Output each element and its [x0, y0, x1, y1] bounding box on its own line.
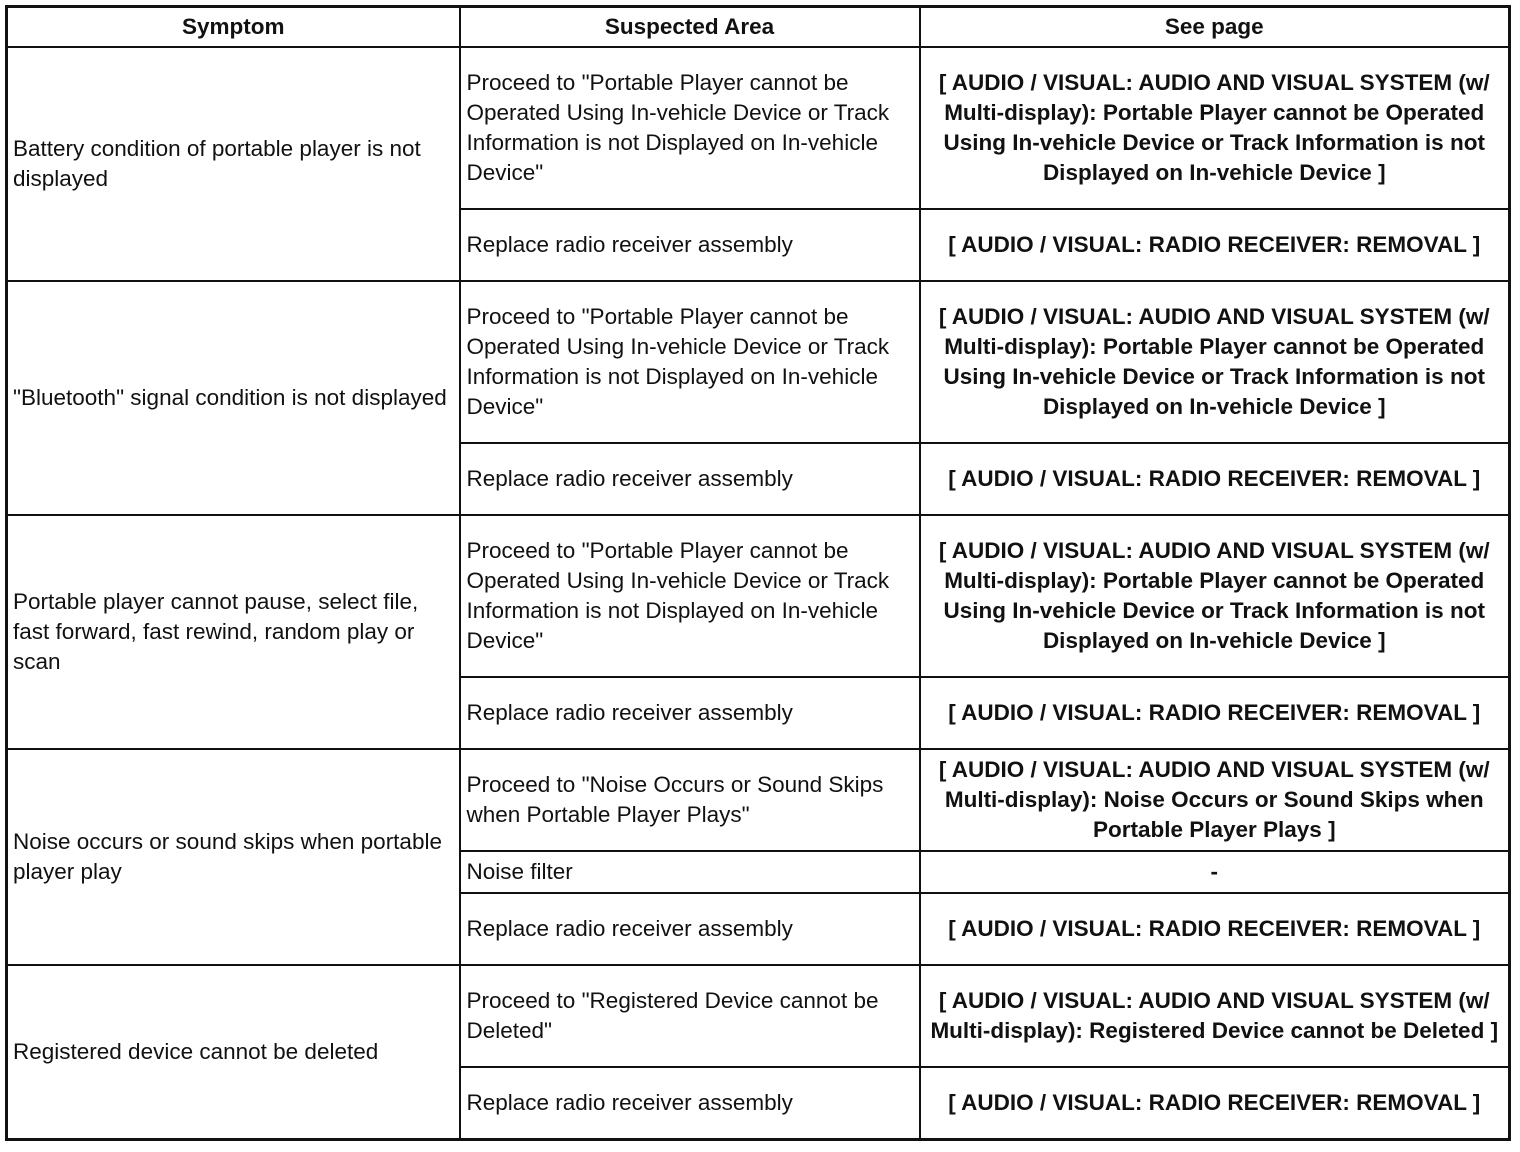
symptom-cell: Registered device cannot be deleted: [7, 965, 460, 1140]
see-page-link[interactable]: [ AUDIO / VISUAL: RADIO RECEIVER: REMOVAL ]: [920, 1067, 1510, 1140]
see-page-link[interactable]: [ AUDIO / VISUAL: AUDIO AND VISUAL SYSTEM (w/ Multi-display): Registered Device cannot be Deleted ]: [920, 965, 1510, 1067]
table-row: [7, 515, 1510, 677]
suspected-area-cell: Proceed to "Registered Device cannot be Deleted": [460, 965, 920, 1067]
see-page-link[interactable]: [ AUDIO / VISUAL: RADIO RECEIVER: REMOVAL ]: [920, 209, 1510, 281]
suspected-area-cell: Proceed to "Portable Player cannot be Operated Using In-vehicle Device or Track Information is not Displayed on In-vehicle Device": [460, 515, 920, 677]
header-see-page: See page: [920, 7, 1510, 48]
see-page-link[interactable]: [ AUDIO / VISUAL: RADIO RECEIVER: REMOVAL ]: [920, 443, 1510, 515]
table-row: [7, 47, 1510, 209]
see-page-link[interactable]: [ AUDIO / VISUAL: AUDIO AND VISUAL SYSTEM (w/ Multi-display): Portable Player cannot be Operated Using In-vehicle Device or Track Information is not Displayed on In-vehicle Device ]: [920, 515, 1510, 677]
see-page-link[interactable]: [ AUDIO / VISUAL: AUDIO AND VISUAL SYSTEM (w/ Multi-display): Portable Player cannot be Operated Using In-vehicle Device or Track Information is not Displayed on In-vehicle Device ]: [920, 47, 1510, 209]
suspected-area-cell: Replace radio receiver assembly: [460, 1067, 920, 1140]
table-row: [7, 965, 1510, 1067]
header-symptom: Symptom: [7, 7, 460, 48]
symptom-cell: Battery condition of portable player is not displayed: [7, 47, 460, 281]
header-suspected-area: Suspected Area: [460, 7, 920, 48]
suspected-area-cell: Replace radio receiver assembly: [460, 893, 920, 965]
see-page-link[interactable]: [ AUDIO / VISUAL: AUDIO AND VISUAL SYSTEM (w/ Multi-display): Portable Player cannot be Operated Using In-vehicle Device or Track Information is not Displayed on In-vehicle Device ]: [920, 281, 1510, 443]
table-row: [7, 281, 1510, 443]
see-page-link[interactable]: [ AUDIO / VISUAL: RADIO RECEIVER: REMOVAL ]: [920, 893, 1510, 965]
see-page-link[interactable]: [ AUDIO / VISUAL: RADIO RECEIVER: REMOVAL ]: [920, 677, 1510, 749]
symptom-cell: "Bluetooth" signal condition is not displayed: [7, 281, 460, 515]
suspected-area-cell: Proceed to "Portable Player cannot be Operated Using In-vehicle Device or Track Information is not Displayed on In-vehicle Device": [460, 47, 920, 209]
suspected-area-cell: Proceed to "Portable Player cannot be Operated Using In-vehicle Device or Track Information is not Displayed on In-vehicle Device": [460, 281, 920, 443]
table-row: [7, 749, 1510, 851]
suspected-area-cell: Replace radio receiver assembly: [460, 209, 920, 281]
suspected-area-cell: Noise filter: [460, 851, 920, 893]
suspected-area-cell: Proceed to "Noise Occurs or Sound Skips when Portable Player Plays": [460, 749, 920, 851]
suspected-area-cell: Replace radio receiver assembly: [460, 677, 920, 749]
see-page-cell: -: [920, 851, 1510, 893]
header-row: [7, 7, 1510, 48]
symptom-cell: Portable player cannot pause, select file, fast forward, fast rewind, random play or scan: [7, 515, 460, 749]
troubleshooting-table: [5, 5, 1511, 1141]
symptom-cell: Noise occurs or sound skips when portable player play: [7, 749, 460, 965]
suspected-area-cell: Replace radio receiver assembly: [460, 443, 920, 515]
see-page-link[interactable]: [ AUDIO / VISUAL: AUDIO AND VISUAL SYSTEM (w/ Multi-display): Noise Occurs or Sound Skips when Portable Player Plays ]: [920, 749, 1510, 851]
